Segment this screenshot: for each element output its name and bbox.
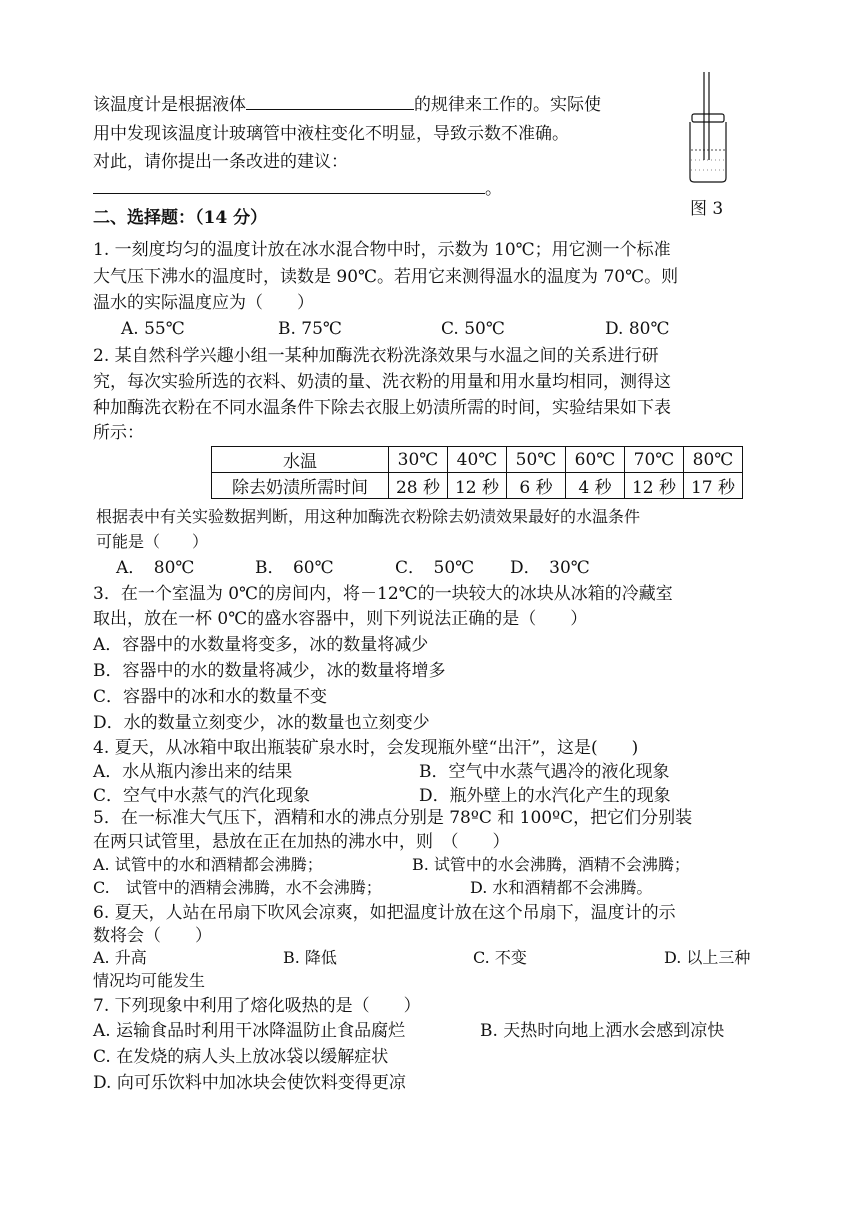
intro-line-2: 用中发现该温度计玻璃管中液柱变化不明显，导致示数不准确。 xyxy=(93,124,569,144)
table-row xyxy=(212,447,743,473)
question-6-line: 数将会（ ） xyxy=(93,926,212,946)
table-cell: 12 秒 xyxy=(448,473,507,499)
option-d: D. 以上三种 xyxy=(664,948,751,967)
table-cell: 12 秒 xyxy=(625,473,684,499)
data-table xyxy=(211,446,743,499)
answer-blank xyxy=(246,94,414,110)
figure-label: 图 3 xyxy=(690,199,724,219)
intro-text: 的规律来工作的。实际使 xyxy=(414,95,601,115)
table-cell: 30℃ xyxy=(389,447,448,473)
question-2-line: 种加酶洗衣粉在不同水温条件下除去衣服上奶渍所需的时间，实验结果如下表 xyxy=(93,398,671,418)
question-4-line: 4. 夏天，从冰箱中取出瓶装矿泉水时，会发现瓶外壁“出汗”，这是( ) xyxy=(93,738,639,758)
question-7-line: 7. 下列现象中利用了熔化吸热的是（ ） xyxy=(93,996,421,1016)
question-2-line: 2. 某自然科学兴趣小组一某种加酶洗衣粉洗涤效果与水温之间的关系进行研 xyxy=(93,346,659,366)
option-b: B. 75℃ xyxy=(278,319,342,339)
table-cell: 6 秒 xyxy=(507,473,566,499)
table-cell: 水温 xyxy=(212,447,389,473)
option-d: D. 80℃ xyxy=(605,319,670,339)
option-c: C. 试管中的酒精会沸腾，水不会沸腾； xyxy=(93,878,382,897)
question-3-line: 取出，放在一杯 0℃的盛水容器中，则下列说法正确的是（ ） xyxy=(93,609,588,629)
question-3-line: 3．在一个室温为 0℃的房间内，将－12℃的一块较大的冰块从冰箱的冷藏室 xyxy=(93,584,673,604)
option-a: A. 运输食品时利用干冰降温防止食品腐烂 xyxy=(93,1021,406,1041)
question-2-line: 所示： xyxy=(93,423,144,443)
option-d: D．水的数量立刻变少，冰的数量也立刻变少 xyxy=(93,713,430,733)
option-c: C. 在发烧的病人头上放冰袋以缓解症状 xyxy=(93,1047,389,1067)
option-b: B． 60℃ xyxy=(255,558,334,578)
table-cell: 80℃ xyxy=(684,447,743,473)
option-d: D. 向可乐饮料中加冰块会使饮料变得更凉 xyxy=(93,1073,406,1093)
intro-text: 该温度计是根据液体 xyxy=(93,95,246,115)
section-title: 二、选择题：（14 分） xyxy=(93,208,268,228)
option-b: B．空气中水蒸气遇冷的液化现象 xyxy=(419,762,670,782)
table-cell: 40℃ xyxy=(448,447,507,473)
intro-line-4 xyxy=(93,177,502,201)
question-1-line: 1. 一刻度均匀的温度计放在冰水混合物中时，示数为 10℃；用它测一个标准 xyxy=(93,240,671,260)
option-b: B. 降低 xyxy=(283,948,337,967)
option-d: D． 30℃ xyxy=(510,558,590,578)
option-d-continued: 情况均可能发生 xyxy=(93,971,206,990)
question-5-line: 在两只试管里，悬放在正在加热的沸水中，则 （ ） xyxy=(93,832,510,852)
option-d: D．瓶外壁上的水汽化产生的现象 xyxy=(419,786,671,806)
option-c: C．容器中的冰和水的数量不变 xyxy=(93,687,328,707)
thermometer-in-bottle-icon xyxy=(682,70,732,190)
option-a: A．容器中的水数量将变多，冰的数量将减少 xyxy=(93,635,429,655)
table-cell: 50℃ xyxy=(507,447,566,473)
table-cell: 除去奶渍所需时间 xyxy=(212,473,389,499)
question-2-line: 根据表中有关实验数据判断，用这种加酶洗衣粉除去奶渍效果最好的水温条件 xyxy=(96,507,641,526)
period: 。 xyxy=(485,179,502,199)
option-b: B. 天热时向地上洒水会感到凉快 xyxy=(480,1021,725,1041)
question-2-line: 究，每次实验所选的衣料、奶渍的量、洗衣粉的用量和用水量均相同，测得这 xyxy=(93,372,671,392)
table-cell: 70℃ xyxy=(625,447,684,473)
question-1-line: 大气压下沸水的温度时，读数是 90℃。若用它来测得温水的温度为 70℃。则 xyxy=(93,267,679,287)
intro-line-1 xyxy=(93,93,601,117)
option-c: C． 50℃ xyxy=(395,558,475,578)
option-b: B. 试管中的水会沸腾，酒精不会沸腾； xyxy=(412,855,690,874)
option-c: C．空气中水蒸气的汽化现象 xyxy=(93,786,311,806)
table-cell: 60℃ xyxy=(566,447,625,473)
question-2-line: 可能是（ ） xyxy=(96,532,209,551)
option-a: A． 80℃ xyxy=(116,558,195,578)
question-5-line: 5．在一标准大气压下，酒精和水的沸点分别是 78ºC 和 100ºC，把它们分别装 xyxy=(93,808,693,828)
option-a: A. 55℃ xyxy=(121,319,185,339)
table-cell: 17 秒 xyxy=(684,473,743,499)
option-a: A．水从瓶内渗出来的结果 xyxy=(93,762,293,782)
intro-line-3: 对此，请你提出一条改进的建议： xyxy=(93,152,348,172)
option-a: A. 升高 xyxy=(93,948,147,967)
option-d: D. 水和酒精都不会沸腾。 xyxy=(470,878,653,897)
option-b: B．容器中的水的数量将减少，冰的数量将增多 xyxy=(93,661,446,681)
table-row xyxy=(212,473,743,499)
question-1-line: 温水的实际温度应为（ ） xyxy=(93,293,314,313)
option-c: C. 不变 xyxy=(473,948,527,967)
question-6-line: 6. 夏天，人站在吊扇下吹风会凉爽，如把温度计放在这个吊扇下，温度计的示 xyxy=(93,903,676,923)
option-a: A. 试管中的水和酒精都会沸腾； xyxy=(93,855,323,874)
table-cell: 28 秒 xyxy=(389,473,448,499)
option-c: C. 50℃ xyxy=(441,319,505,339)
table-cell: 4 秒 xyxy=(566,473,625,499)
answer-blank xyxy=(93,178,485,194)
